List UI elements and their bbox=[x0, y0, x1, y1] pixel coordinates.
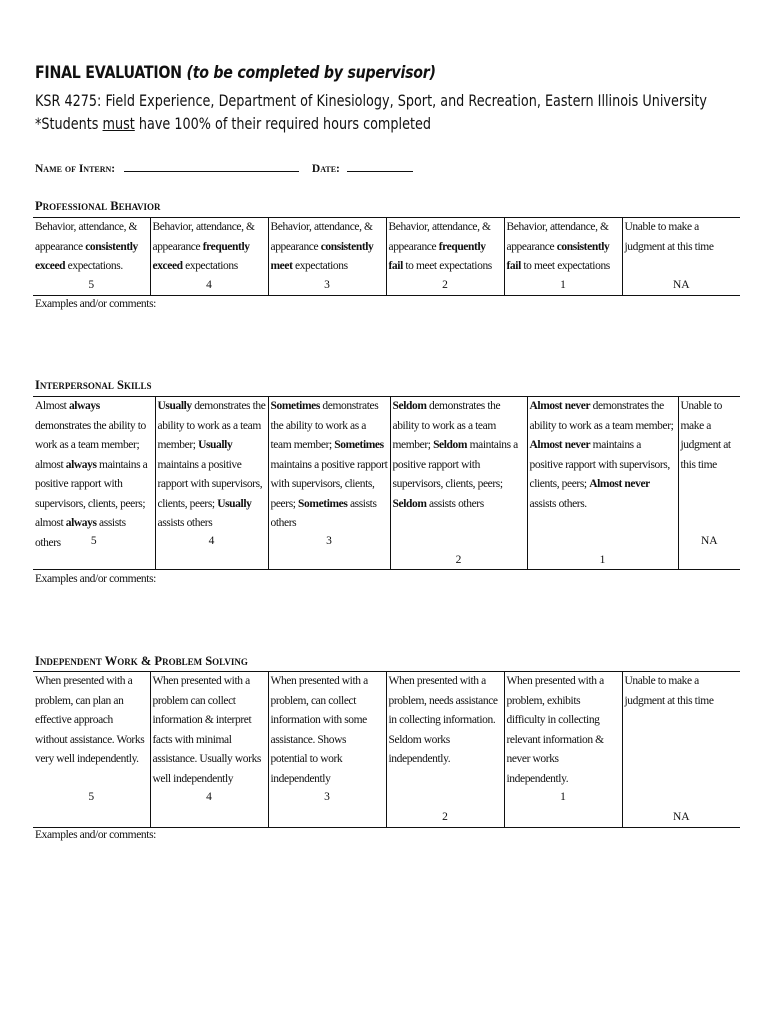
desc-text: Almost bbox=[35, 400, 69, 412]
desc-text: to meet expectations bbox=[520, 260, 610, 272]
desc-text: Unable to make a judgment at this time bbox=[624, 221, 714, 253]
desc-text: Behavior, attendance, & appearance bbox=[35, 221, 138, 253]
rating-score: 3 bbox=[324, 791, 330, 803]
desc-emphasis: Sometimes bbox=[298, 497, 348, 510]
desc-text: Behavior, attendance, & appearance bbox=[506, 221, 609, 253]
desc-emphasis: consistently meet bbox=[270, 240, 374, 272]
rating-score: 4 bbox=[208, 535, 215, 547]
form-title-main: FINAL EVALUATION bbox=[35, 63, 182, 82]
requirement-line bbox=[35, 114, 431, 133]
desc-text: assists others bbox=[35, 517, 126, 549]
desc-text: maintains a positive rapport with supervisors, clients, peers; almost bbox=[35, 458, 148, 529]
rubric-table-interpersonal bbox=[33, 396, 740, 570]
rating-cell-4[interactable] bbox=[155, 397, 268, 570]
rating-description bbox=[35, 218, 148, 277]
section-title-interpersonal: Interpersonal Skills bbox=[35, 378, 152, 392]
rating-description bbox=[153, 218, 266, 277]
rating-description: When presented with a problem, can plan an effective approach without assistance. Works very well independently. bbox=[35, 675, 145, 765]
rating-description bbox=[271, 397, 388, 534]
rating-description bbox=[530, 397, 676, 514]
section-title-professional: Professional Behavior bbox=[35, 199, 161, 213]
desc-emphasis: Almost never bbox=[529, 439, 591, 451]
rating-cell-na[interactable] bbox=[678, 397, 740, 570]
rating-score: 2 bbox=[442, 279, 448, 291]
rating-cell-3[interactable] bbox=[268, 672, 386, 828]
rating-cell-3[interactable] bbox=[268, 397, 390, 570]
desc-emphasis: Usually bbox=[198, 439, 233, 451]
requirement-prefix: *Students bbox=[35, 114, 103, 133]
desc-text: assists others. bbox=[529, 497, 587, 510]
intern-name-label: Name of Intern: bbox=[35, 163, 116, 175]
rating-score: NA bbox=[700, 535, 718, 547]
rating-cell-2[interactable] bbox=[386, 218, 504, 296]
rating-score: 5 bbox=[88, 279, 95, 291]
desc-emphasis: Seldom bbox=[392, 400, 427, 412]
requirement-emphasis: must bbox=[102, 114, 135, 133]
requirement-suffix: have 100% of their required hours completed bbox=[134, 114, 431, 133]
form-title bbox=[35, 63, 436, 82]
rating-description bbox=[625, 218, 739, 257]
rating-description bbox=[393, 397, 525, 514]
desc-text: Behavior, attendance, & appearance bbox=[152, 221, 255, 253]
rating-description: When presented with a problem, can collect information with some assistance. Shows potential to work independently bbox=[270, 675, 368, 785]
rating-score: NA bbox=[672, 811, 690, 823]
desc-emphasis: consistently fail bbox=[506, 240, 610, 272]
desc-text: to meet expectations bbox=[402, 260, 492, 272]
rating-cell-5[interactable] bbox=[33, 218, 150, 296]
rating-description bbox=[35, 397, 153, 553]
comments-label-professional: Examples and/or comments: bbox=[35, 298, 156, 310]
rating-description bbox=[271, 218, 384, 277]
desc-text: demonstrates the ability to work as a team member; bbox=[157, 400, 266, 451]
rating-description bbox=[681, 397, 739, 475]
rating-score: 5 bbox=[90, 535, 97, 547]
rating-description bbox=[507, 218, 620, 277]
rating-score: 3 bbox=[326, 535, 332, 547]
desc-emphasis: Usually bbox=[157, 400, 192, 412]
desc-text: expectations. bbox=[65, 260, 123, 272]
rating-description: When presented with a problem can collect information & interpret facts with minimal assistance. Usually works well independently bbox=[152, 675, 261, 785]
rating-score: 2 bbox=[442, 811, 448, 823]
rubric-table-independent bbox=[33, 671, 740, 828]
rating-score: 4 bbox=[206, 791, 212, 803]
desc-text: demonstrates the ability to work as a team member; almost bbox=[35, 419, 146, 471]
desc-emphasis: always bbox=[65, 458, 97, 471]
rating-cell-2[interactable] bbox=[390, 397, 527, 570]
desc-text: assists others bbox=[157, 517, 213, 529]
desc-emphasis: Almost never bbox=[589, 478, 650, 490]
rating-cell-3[interactable] bbox=[268, 218, 386, 296]
desc-text: maintains a positive rapport with supervisors, clients, peers; bbox=[157, 458, 263, 510]
date-label: Date: bbox=[311, 163, 340, 175]
desc-text: Behavior, attendance, & appearance bbox=[270, 221, 373, 253]
rating-description bbox=[158, 397, 266, 534]
desc-emphasis: frequently fail bbox=[388, 240, 486, 272]
comments-label-independent: Examples and/or comments: bbox=[35, 829, 156, 841]
rating-cell-na[interactable] bbox=[622, 218, 740, 296]
section-title-independent: Independent Work & Problem Solving bbox=[35, 654, 248, 668]
form-title-note: (to be completed by supervisor) bbox=[186, 63, 436, 82]
desc-emphasis: Sometimes bbox=[334, 439, 384, 451]
rating-cell-1[interactable] bbox=[504, 672, 622, 828]
desc-text: expectations bbox=[182, 260, 238, 272]
desc-emphasis: always bbox=[65, 517, 97, 529]
desc-emphasis: frequently exceed bbox=[152, 240, 250, 272]
rating-cell-2[interactable] bbox=[386, 672, 504, 828]
rating-cell-1[interactable] bbox=[527, 397, 678, 570]
rating-cell-5[interactable] bbox=[33, 397, 155, 570]
desc-emphasis: Almost never bbox=[529, 400, 591, 412]
rating-score: 1 bbox=[599, 554, 606, 566]
rating-cell-4[interactable] bbox=[150, 218, 268, 296]
rating-cell-4[interactable] bbox=[150, 672, 268, 828]
rating-score: 2 bbox=[455, 554, 462, 566]
rating-score: NA bbox=[672, 279, 690, 291]
rating-cell-1[interactable] bbox=[504, 218, 622, 296]
rating-description: When presented with a problem, exhibits difficulty in collecting relevant information & never works independently. bbox=[506, 675, 604, 785]
course-line: KSR 4275: Field Experience, Department of Kinesiology, Sport, and Recreation, Eastern Illinois University bbox=[35, 91, 707, 110]
desc-text: assists others bbox=[426, 497, 484, 510]
desc-text: Unable to make a judgment at this time bbox=[680, 400, 731, 471]
desc-text: demonstrates the ability to work as a team member; bbox=[270, 400, 379, 451]
rating-description: Unable to make a judgment at this time bbox=[624, 675, 714, 707]
comments-label-interpersonal: Examples and/or comments: bbox=[35, 573, 156, 585]
intern-name-field[interactable] bbox=[124, 160, 299, 172]
rating-score: 1 bbox=[560, 279, 566, 291]
desc-emphasis: Sometimes bbox=[270, 400, 320, 412]
rating-description: When presented with a problem, needs assistance in collecting information. Seldom works independently. bbox=[388, 675, 498, 765]
desc-emphasis: Seldom bbox=[392, 497, 427, 510]
date-field[interactable] bbox=[347, 160, 413, 172]
rating-score: 5 bbox=[88, 791, 95, 803]
rating-cell-na[interactable] bbox=[622, 672, 740, 828]
intern-info-line bbox=[35, 160, 413, 175]
rating-score: 4 bbox=[206, 279, 212, 291]
desc-text: expectations bbox=[292, 260, 348, 272]
rating-score: 3 bbox=[324, 279, 330, 291]
desc-text: maintains a positive rapport with supervisors, clients, peers; bbox=[270, 458, 388, 510]
desc-emphasis: always bbox=[68, 400, 100, 412]
desc-text: assists others bbox=[270, 497, 377, 529]
desc-text: Behavior, attendance, & appearance bbox=[388, 221, 491, 253]
rating-cell-5[interactable] bbox=[33, 672, 150, 828]
desc-text: maintains a positive rapport with supervisors, clients, peers; bbox=[529, 439, 670, 490]
desc-emphasis: Seldom bbox=[433, 439, 468, 451]
desc-text: demonstrates the ability to work as a team member; bbox=[392, 400, 501, 451]
desc-emphasis: consistently exceed bbox=[35, 240, 138, 272]
rubric-table-professional bbox=[33, 217, 740, 296]
desc-emphasis: Usually bbox=[217, 497, 252, 510]
desc-text: maintains a positive rapport with supervisors, clients, peers; bbox=[392, 439, 518, 490]
desc-text: demonstrates the ability to work as a team member; bbox=[529, 400, 674, 432]
rating-score: 1 bbox=[560, 791, 566, 803]
rating-description bbox=[389, 218, 502, 277]
